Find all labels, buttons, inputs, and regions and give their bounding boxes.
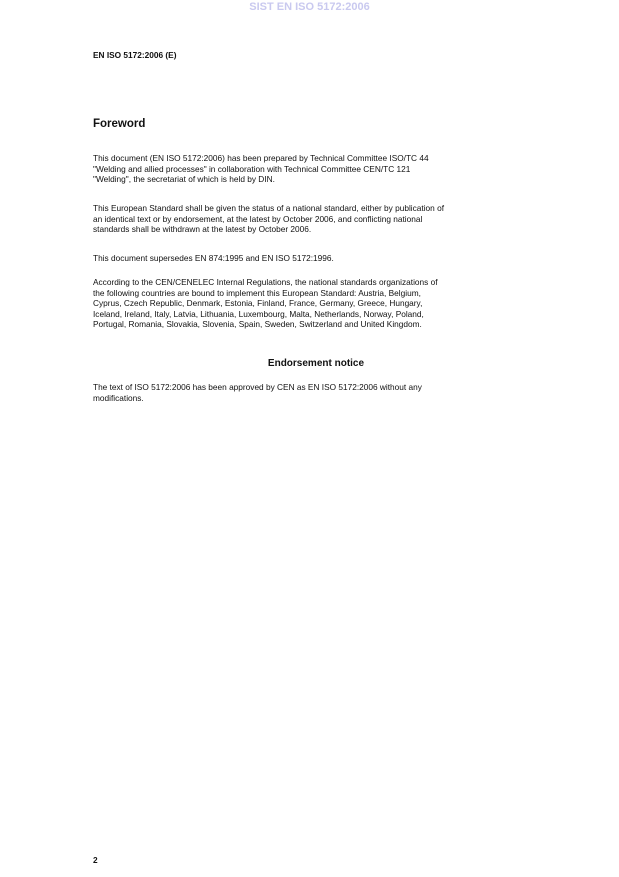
endorsement-heading: Endorsement notice <box>267 358 365 369</box>
paragraph-supersedes <box>93 253 334 264</box>
text-line: According to the CEN/CENELEC Internal Regulations, the national standards organizations of <box>93 277 438 287</box>
foreword-heading: Foreword <box>93 118 146 130</box>
text-line: "Welding and allied processes" in collaboration with Technical Committee CEN/TC 121 <box>93 163 411 174</box>
text-line: This document (EN ISO 5172:2006) has been prepared by Technical Committee ISO/TC 44 <box>93 153 429 163</box>
paragraph-prepared-by <box>93 153 429 185</box>
text-line: an identical text or by endorsement, at the latest by October 2006, and conflicting national <box>93 213 423 224</box>
paragraph-countries <box>93 277 438 330</box>
text-line: This document supersedes EN 874:1995 and EN ISO 5172:1996. <box>93 253 334 263</box>
text-line: Cyprus, Czech Republic, Denmark, Estonia, Finland, France, Germany, Greece, Hungary, <box>93 298 423 309</box>
text-line: Portugal, Romania, Slovakia, Slovenia, Spain, Sweden, Switzerland and United Kingdom. <box>93 319 422 330</box>
text-line: standards shall be withdrawn at the latest by October 2006. <box>93 224 312 235</box>
text-line: This European Standard shall be given the status of a national standard, either by publication of <box>93 203 445 213</box>
text-line: The text of ISO 5172:2006 has been approved by CEN as EN ISO 5172:2006 without any <box>93 382 422 392</box>
watermark: SIST EN ISO 5172:2006 <box>249 1 370 13</box>
page-number: 2 <box>93 855 98 865</box>
paragraph-national-status <box>93 203 444 235</box>
text-line: the following countries are bound to implement this European Standard: Austria, Belgium, <box>93 287 421 298</box>
text-line: Iceland, Ireland, Italy, Latvia, Lithuania, Luxembourg, Malta, Netherlands, Norway, Poland, <box>93 308 424 319</box>
paragraph-endorsement <box>93 382 422 403</box>
document-header: EN ISO 5172:2006 (E) <box>93 50 177 60</box>
text-line: "Welding", the secretariat of which is held by DIN. <box>93 174 275 185</box>
text-line: modifications. <box>93 392 144 403</box>
